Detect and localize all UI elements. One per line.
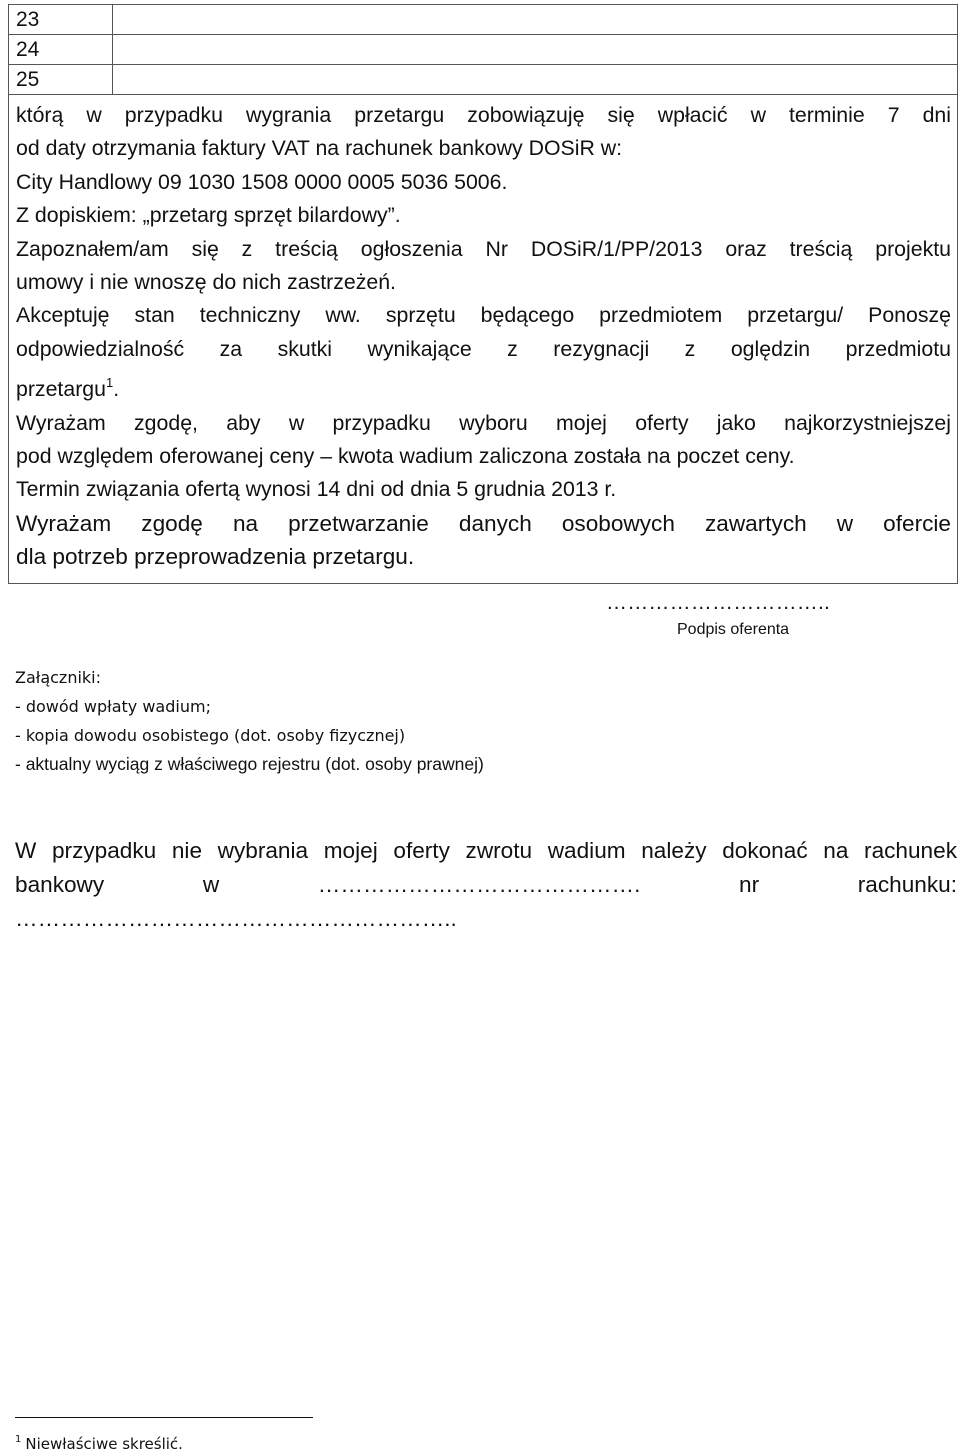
table-row xyxy=(9,5,958,35)
attachment-text: osoby prawnej) xyxy=(360,754,484,774)
declaration-line: umowy i nie wnoszę do nich zastrzeżeń. xyxy=(16,270,396,295)
declaration-line: odpowiedzialność za skutki wynikające z rezygnacji z oględzin przedmiotu xyxy=(16,336,951,361)
footnote xyxy=(15,1428,183,1456)
attachments-list xyxy=(15,664,484,778)
table-row xyxy=(9,35,958,65)
attachment-text: osoby fizycznej) xyxy=(271,726,406,745)
footnote-reference: 1 xyxy=(105,375,114,391)
table-cell xyxy=(113,35,958,65)
declaration-line xyxy=(16,366,951,406)
row-number: 25 xyxy=(9,65,113,95)
declaration-line: City Handlowy 09 1030 1508 0000 0005 5036 5006. xyxy=(16,169,508,194)
declaration-line: pod względem oferowanej ceny – kwota wadium zaliczona została na poczet ceny. xyxy=(16,444,795,469)
declaration-line: dla potrzeb przeprowadzenia przetargu. xyxy=(16,543,415,569)
row-number: 23 xyxy=(9,5,113,35)
table-cell xyxy=(113,5,958,35)
signature-label: Podpis oferenta xyxy=(677,621,790,638)
attachment-item xyxy=(15,692,484,721)
declaration-line: Zapoznałem/am się z treścią ogłoszenia Nr DOSiR/1/PP/2013 oraz treścią projektu xyxy=(16,236,951,261)
attachment-text: - kopia dowodu osobistego (dot. xyxy=(15,726,272,745)
refund-line: bankowy w ……………………………………. nr rachunku: xyxy=(15,872,957,897)
declaration-text-span: . xyxy=(113,377,120,402)
attachment-item xyxy=(15,750,484,778)
row-number: 24 xyxy=(9,35,113,65)
signature-dots: ………………………….. xyxy=(606,591,831,614)
declaration-cell xyxy=(9,95,958,584)
declaration-text-span: przetargu xyxy=(16,377,106,402)
footnote-text: Niewłaściwe skreślić. xyxy=(25,1435,183,1453)
declaration-line: Wyrażam zgodę na przetwarzanie danych osobowych zawartych w ofercie xyxy=(16,510,951,536)
declaration-line: Akceptuję stan techniczny ww. sprzętu będącego przedmiotem przetargu/ Ponoszę xyxy=(16,303,951,328)
refund-paragraph xyxy=(15,834,957,936)
declaration-line: od daty otrzymania faktury VAT na rachunek bankowy DOSiR w: xyxy=(16,136,623,161)
table-row xyxy=(9,65,958,95)
refund-line: ………………………………………………….. xyxy=(15,906,457,931)
table-row xyxy=(9,95,958,584)
table-cell xyxy=(113,65,958,95)
attachment-text: - dowód wpłaty wadium; xyxy=(15,697,211,716)
declaration-text xyxy=(16,99,951,573)
refund-line: W przypadku nie wybrania mojej oferty zwrotu wadium należy dokonać na rachunek xyxy=(15,838,957,863)
declaration-line: Termin związania ofertą wynosi 14 dni od dnia 5 grudnia 2013 r. xyxy=(16,477,617,502)
attachment-text: - aktualny wyciąg z właściwego rejestru (dot. xyxy=(15,754,361,774)
declaration-line: Z dopiskiem: „przetarg sprzęt bilardowy”. xyxy=(16,203,401,228)
attachment-item xyxy=(15,721,484,750)
attachments-heading: Załączniki: xyxy=(15,668,101,687)
declaration-line: którą w przypadku wygrania przetargu zobowiązuję się wpłacić w terminie 7 dni xyxy=(16,103,951,127)
declaration-line: Wyrażam zgodę, aby w przypadku wyboru mojej oferty jako najkorzystniejszej xyxy=(16,410,951,435)
footnote-number: 1 xyxy=(15,1434,22,1445)
form-table xyxy=(8,4,958,584)
footnote-separator xyxy=(15,1417,313,1418)
